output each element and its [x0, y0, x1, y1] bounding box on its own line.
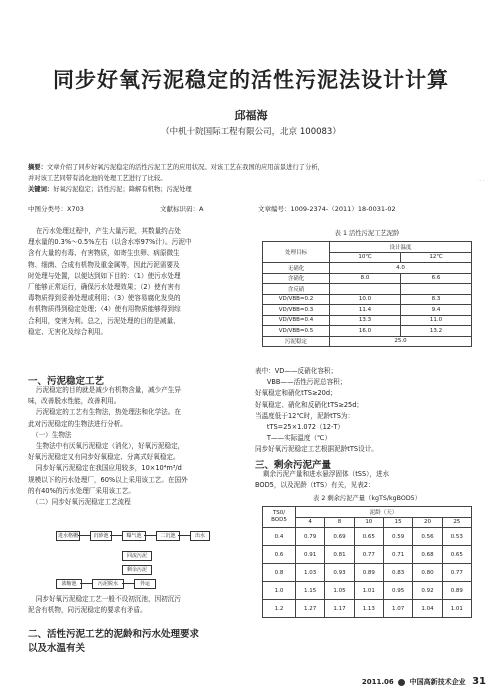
table1-cell: [401, 284, 472, 295]
table2-cell: 0.89: [354, 564, 383, 582]
flow-arrow: [122, 583, 134, 584]
table1-cell: 4.0: [330, 263, 472, 274]
table2-excess-sludge: [262, 506, 472, 618]
table2-ratio: 0.4: [263, 528, 296, 546]
table2-corner-bottom: BOD5: [271, 517, 287, 523]
table1-cell: 8.0: [330, 273, 401, 284]
note-line: VBB——活性污泥总容积；: [266, 378, 347, 387]
bio-line: 同步好氧污泥稳定在我国应用较多，10×10⁴m³/d: [35, 464, 182, 473]
table2-corner: [263, 507, 296, 528]
abstract-text-2: 并对该工艺同带有消化池的处理工艺进行了比较。: [28, 175, 167, 182]
flow-arrow: [80, 583, 92, 584]
intro-line: 毒物质得到妥善处理或利用；（3）使容易腐化发臭的: [28, 294, 181, 303]
table2-cell: 0.81: [325, 546, 354, 564]
table2-cell: 1.07: [383, 600, 412, 618]
section1-text: [28, 385, 248, 508]
intro-line: 有机物质得到稳定处理；（4）使有用物质能够得到综: [28, 305, 181, 314]
table2-cell: 0.59: [383, 528, 412, 546]
flow-box-return-sludge: 回流污泥: [122, 551, 152, 561]
bio-line: 生物法中有厌氧污泥稳定（消化），好氧污泥稳定，: [35, 442, 185, 451]
table2-age: 8: [325, 517, 354, 528]
footer-page-number: 31: [472, 676, 486, 687]
flow-box-effluent: 出水: [190, 531, 210, 541]
table2-cell: 0.77: [354, 546, 383, 564]
section1-line: 此对污泥稳定的生物法进行分析。: [28, 419, 127, 428]
table2-cell: 1.15: [296, 582, 325, 600]
table1-row-label: 无硝化: [263, 263, 330, 274]
flow-box-screen: 进水格栅: [57, 533, 78, 539]
table1-row-label: 含反硝: [263, 284, 330, 295]
table2-ratio: 0.6: [263, 546, 296, 564]
intro-line: 理水量的0.3%～0.5%左右（以含水率97%计）。污泥中: [28, 238, 192, 247]
section1-line: 味，改善脱水性能，改善利用。: [28, 397, 121, 406]
flow-box-grit: 沉砂池: [90, 531, 112, 541]
table1-head-temp: 设计温度: [330, 242, 472, 253]
intro-line: 合利用，变害为利。总之，污泥处理的目的是减量、: [28, 316, 180, 325]
table1-cell: 9.4: [401, 305, 472, 316]
table2-cell: 1.27: [296, 600, 325, 618]
table2-cell: 1.17: [325, 600, 354, 618]
journal-logo-icon: [398, 679, 405, 686]
flow-box-thickener: 浓缩池: [56, 579, 82, 589]
bio-line: 好氧污泥稳定又有同步好氧稳定、分离式好氧稳定。: [28, 453, 180, 462]
table2-head-age: 泥龄（天）: [296, 507, 472, 518]
table2-cell: 1.01: [442, 600, 471, 618]
table1-notes: [255, 366, 475, 456]
flow-box-aeration: 曝气池: [122, 531, 146, 541]
table2-cell: 1.13: [354, 600, 383, 618]
flow-arrow: [110, 535, 122, 536]
after-flow-line: 同步好氧污泥稳定工艺一般不设初沉池，因初沉污: [35, 595, 181, 603]
table2-age: 4: [296, 517, 325, 528]
table1-row-label: 含硝化: [263, 273, 330, 284]
subsection-bio-heading: （一）生物法: [31, 430, 72, 439]
table2-ratio: 1.2: [263, 600, 296, 618]
table2-cell: 1.01: [354, 582, 383, 600]
table1-cell: 25.0: [330, 336, 472, 347]
footer-issue: 2011.06: [361, 678, 394, 686]
page-footer: [362, 676, 486, 687]
table1-sludge-age: [262, 241, 472, 347]
table2-cell: 0.79: [296, 528, 325, 546]
table2-cell: 0.65: [354, 528, 383, 546]
table2-ratio: 1.0: [263, 582, 296, 600]
table1-cell: 6.6: [401, 273, 472, 284]
flow-box-haul: 外运: [134, 579, 156, 589]
intro-line: 物、细菌、合成有机物及重金属等，因此污泥需要及: [28, 260, 180, 269]
table2-age: 15: [383, 517, 412, 528]
note-line: 好氧稳定、硝化和反硝化tTS≥25d；: [255, 400, 364, 409]
author-name: 邱福海: [234, 109, 268, 122]
table2-cell: 0.91: [296, 546, 325, 564]
table1-row-label: VD/VBB=0.5: [263, 326, 330, 337]
table1-cell: [330, 284, 401, 295]
footer-journal: 中国高新技术企业: [409, 678, 466, 686]
table2-age: 10: [354, 517, 383, 528]
table2-caption: 表 2 剩余污泥产量（kgTS/kgBOD5）: [313, 495, 421, 502]
table2-age: 20: [413, 517, 442, 528]
intro-paragraph: [28, 226, 248, 338]
section3-heading: 三、剩余污泥产量: [255, 460, 332, 471]
table1-cell: 10.0: [330, 294, 401, 305]
note-line: T——实际温度（℃）: [266, 434, 332, 443]
abstract-text-1: 文章介绍了同步好氧污泥稳定的活性污泥工艺的应用状况。对该工艺在我国的应用前景进行了分析，: [46, 164, 324, 171]
table2-cell: 0.56: [413, 528, 442, 546]
table2-cell: 1.03: [296, 564, 325, 582]
subsection-flow-heading: （二）同步好氧污泥稳定工艺流程: [31, 498, 131, 507]
table1-cell: 8.3: [401, 294, 472, 305]
formula-line: tTS=25×1.072（12-T）: [266, 423, 344, 432]
intro-line: 时处理与处置，以便达到如下目的：（1）使污水处理: [28, 271, 181, 280]
document-code: 文献标识码：A: [160, 205, 204, 213]
flow-box-dewatering: 污泥脱水: [92, 579, 124, 589]
table1-row-label: VD/VBB=0.3: [263, 305, 330, 316]
table1-cell: 13.2: [401, 326, 472, 337]
intro-line: 在污水处理过程中，产生大量污泥，其数量约占处: [35, 227, 181, 235]
abstract-label: 摘要：: [28, 164, 47, 171]
intro-line: 稳定、无害化及综合利用。: [28, 327, 108, 336]
flow-arrow: [78, 535, 90, 536]
table1-cell: 16.0: [330, 326, 401, 337]
table1-cell: 11.4: [330, 305, 401, 316]
intro-line: 含有大量的有毒、有害物质，如寄生虫卵、病原微生: [28, 249, 180, 258]
section2-heading-line2: 以及水温有关: [28, 643, 86, 654]
section1-line: 污泥稳定的目的就是减少有机物含量，减少产生异: [35, 386, 181, 394]
table1-row-label: VD/VBB=0.4: [263, 315, 330, 326]
clc-number: 中图分类号：X703: [28, 205, 84, 213]
process-flow-diagram: [56, 531, 226, 589]
flow-box-excess-sludge: 剩余污泥: [122, 565, 152, 575]
flow-arrow: [178, 535, 190, 536]
section3-text: [255, 469, 475, 491]
table2-cell: 0.68: [413, 546, 442, 564]
article-title: 同步好氧污泥稳定的活性污泥法设计计算: [53, 67, 449, 92]
article-number: 文章编号：1009-2374-（2011）18-0031-02: [258, 205, 396, 213]
bio-line: 规模以下的污水处理厂，60%以上采用该工艺。在国外: [28, 475, 188, 484]
abstract-block: [28, 162, 480, 195]
bio-line: 的有40%的污水处理厂采用该工艺。: [28, 486, 135, 495]
table2-cell: 1.04: [413, 600, 442, 618]
table2-cell: 0.65: [442, 546, 471, 564]
table2-cell: 0.53: [442, 528, 471, 546]
table2-ratio: 0.8: [263, 564, 296, 582]
note-line: 好氧稳定和硝化tTS≥20d；: [255, 389, 337, 398]
table2-corner-top: TS0/: [272, 510, 286, 516]
watermark-mark: · · ·: [477, 178, 484, 183]
section1-line: 污泥稳定的工艺有生物法，热处理法和化学法。在: [35, 408, 181, 417]
section3-line: 剩余污泥产量和进水悬浮固体（tSS），进水: [262, 470, 390, 478]
table1-cell: 13.3: [330, 315, 401, 326]
table1-row-label: 污泥稳定: [263, 336, 330, 347]
section3-line: BOD5，以及泥龄（tTS）有关，见表2：: [255, 481, 375, 490]
note-line: 当温度低于12℃时，泥龄tTS为：: [255, 411, 355, 420]
table2-cell: 0.71: [383, 546, 412, 564]
table1-row-label: VD/VBB=0.2: [263, 294, 330, 305]
section1-heading: 一、污泥稳定工艺: [28, 376, 105, 387]
table1-caption: 表 1 活性污泥工艺泥龄: [334, 230, 400, 237]
table2-cell: 0.80: [413, 564, 442, 582]
section2-heading-line1: 二、活性污泥工艺的泥龄和污水处理要求: [28, 629, 200, 640]
note-line: 同步好氧污泥稳定工艺根据泥龄tTS设计。: [255, 445, 378, 454]
table2-cell: 0.89: [442, 582, 471, 600]
table2-age: 25: [442, 517, 471, 528]
keywords-label: 关键词：: [28, 186, 54, 193]
after-flow-line: 泥含有机物，同污泥稳定的要求有矛盾。: [28, 606, 147, 615]
table2-cell: 1.05: [325, 582, 354, 600]
table2-cell: 0.77: [442, 564, 471, 582]
table1-temp-12: 12℃: [401, 252, 472, 263]
note-line: 表中：VD——反硝化容积；: [255, 367, 338, 375]
author-affiliation: （中机十院国际工程有限公司，北京 100083）: [161, 127, 341, 137]
table2-cell: 0.95: [383, 582, 412, 600]
after-flow-text: [28, 594, 248, 616]
intro-line: 厂能够正常运行，确保污水处理效果；（2）使有害有: [28, 283, 181, 292]
table2-cell: 0.69: [325, 528, 354, 546]
flow-box-clarifier: 二沉池: [156, 531, 180, 541]
table2-cell: 0.93: [325, 564, 354, 582]
flow-arrow: [144, 535, 156, 536]
table1-head-target: 处理目标: [263, 242, 330, 263]
table2-cell: 0.92: [413, 582, 442, 600]
table2-cell: 0.83: [383, 564, 412, 582]
table1-cell: 11.0: [401, 315, 472, 326]
table1-temp-10: 10℃: [330, 252, 401, 263]
keywords-text: 好氧污泥稳定；活性污泥；降解有机物；污泥处理: [53, 186, 192, 193]
